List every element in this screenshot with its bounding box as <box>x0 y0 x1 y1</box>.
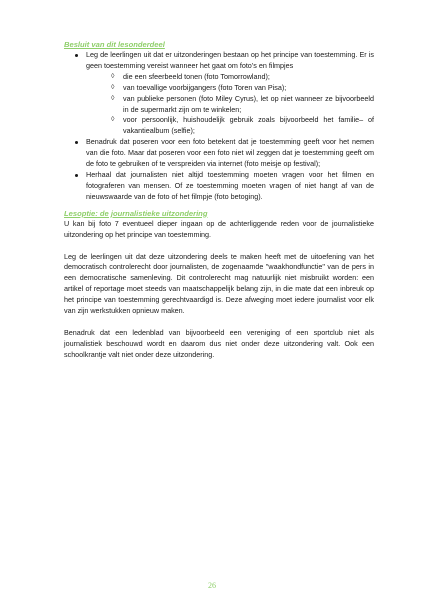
paragraph: Benadruk dat een ledenblad van bijvoorbeeld een vereniging of een sportclub niet als journalistiek beschouwd wordt en daarom dus niet onder deze uitzondering valt. Ook een schoolkrantje valt niet onder deze uitzondering. <box>64 327 374 359</box>
list-item <box>64 170 374 203</box>
list-item <box>86 94 374 116</box>
bullet-list <box>64 50 374 203</box>
sub-list <box>86 72 374 137</box>
list-item <box>86 115 374 137</box>
sub-item-text: die een sfeerbeeld tonen (foto Tomorrowland); <box>123 71 270 81</box>
page-number: 26 <box>208 581 216 590</box>
bullet-icon <box>75 54 78 57</box>
section-heading-lesoptie: Lesoptie: de journalistieke uitzondering <box>64 208 208 218</box>
diamond-icon: ◊ <box>111 72 115 80</box>
bullet-icon <box>75 174 78 177</box>
list-item <box>86 83 374 94</box>
document-page <box>64 40 374 361</box>
sub-item-text: van publieke personen (foto Miley Cyrus), let op niet wanneer ze bijvoorbeeld in de supermarkt zijn om te winkelen; <box>123 93 374 114</box>
paragraph: U kan bij foto 7 eventueel dieper ingaan op de achterliggende reden voor de journalistieke uitzondering op het principe van toestemming. <box>64 218 374 239</box>
sub-item-text: voor persoonlijk, huishoudelijk gebruik zoals bijvoorbeeld het familie– of vakantiealbum (selfie); <box>123 115 374 136</box>
diamond-icon: ◊ <box>111 83 115 91</box>
paragraph: Leg de leerlingen uit dat deze uitzondering deels te maken heeft met de uitoefening van het democratisch controlerecht door journalisten, de zogenaamde "waakhondfunctie" van de pers in een democratische samenleving. Dit controlerecht mag natuurlijk niet misbruikt worden: een artikel of reportage moet steeds van maatschappelijk belang zijn, in die mate dat een inbreuk op het principe van toestemming gerechtvaardigd is. Deze afweging moet iedere journalist voor elk van zijn werkstukken opnieuw maken. <box>64 251 374 316</box>
diamond-icon: ◊ <box>111 116 115 124</box>
bullet-text: Benadruk dat poseren voor een foto betekent dat je toestemming geeft voor het nemen van die foto. Maar dat poseren voor een foto niet wil zeggen dat je toestemming geeft om de foto te gebruiken of te verspreiden via internet (foto meisje op festival); <box>86 137 374 169</box>
sub-item-text: van toevallige voorbijgangers (foto Toren van Pisa); <box>123 82 287 92</box>
list-item <box>64 137 374 170</box>
list-item <box>86 72 374 83</box>
diamond-icon: ◊ <box>111 94 115 102</box>
bullet-text: Herhaal dat journalisten niet altijd toestemming moeten vragen voor het filmen en fotograferen van mensen. Of ze toestemming moeten vragen of niet hangt af van de nieuwswaarde van de foto of het filmpje (foto betoging). <box>86 169 374 201</box>
list-item <box>64 50 374 137</box>
section-heading-besluit: Besluit van dit lesonderdeel <box>64 40 165 49</box>
bullet-text: Leg de leerlingen uit dat er uitzonderingen bestaan op het principe van toestemming. Er is geen toestemming vereist wanneer het gaat om foto’s en filmpjes <box>86 50 374 70</box>
bullet-icon <box>75 141 78 144</box>
